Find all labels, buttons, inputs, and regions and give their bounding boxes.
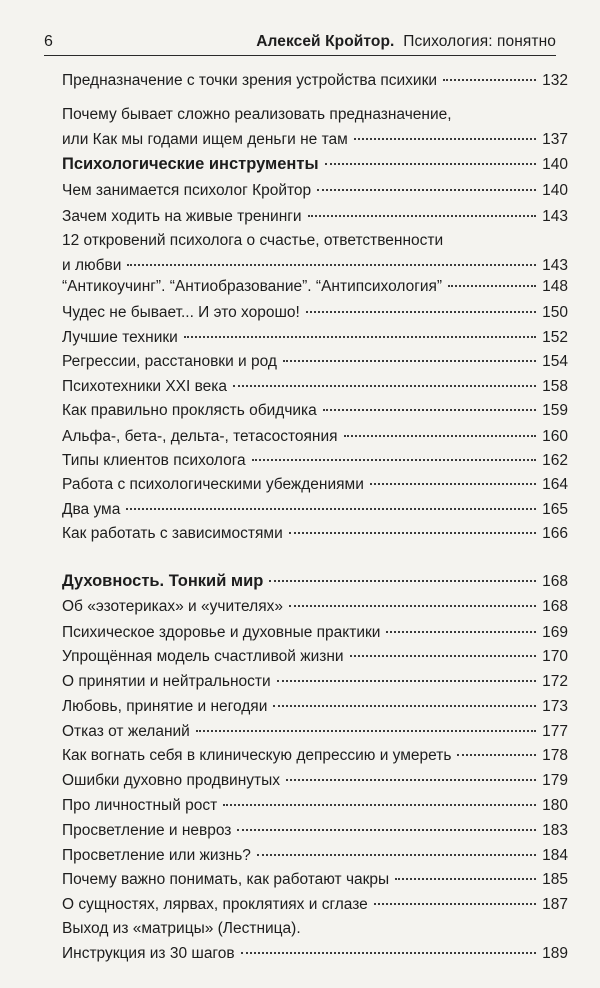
toc-entry-title: Предназначение с точки зрения устройства психики	[62, 72, 438, 89]
running-title	[256, 33, 556, 51]
dot-leader	[386, 631, 536, 633]
toc-entry	[62, 793, 568, 818]
toc-page-number: 132	[542, 72, 568, 89]
toc-entry-title: Про личностный рост	[62, 797, 218, 814]
toc-page-number: 172	[542, 673, 568, 690]
dot-leader	[306, 311, 536, 313]
toc-entry-title: “Антикоучинг”. “Антиобразование”. “Антипсихология”	[62, 278, 443, 295]
dot-leader	[370, 483, 536, 485]
toc-entry	[62, 521, 568, 546]
toc-entry-title-line1: 12 откровений психолога о счастье, ответственности	[62, 232, 444, 249]
toc-page-number: 178	[542, 747, 568, 764]
dot-leader	[350, 655, 536, 657]
toc-entry-title: Альфа-, бета-, дельта-, тетасостояния	[62, 428, 338, 445]
toc-entry	[62, 818, 568, 843]
toc-entry	[62, 644, 568, 669]
toc-entry	[62, 68, 568, 93]
toc-entry-title: Просветление или жизнь?	[62, 847, 251, 864]
toc-entry-title: Два ума	[62, 501, 121, 518]
dot-leader	[233, 385, 536, 387]
dot-leader	[237, 829, 536, 831]
dot-leader	[269, 580, 536, 582]
dot-leader	[374, 903, 536, 905]
toc-page-number: 189	[542, 945, 568, 962]
toc-entry	[62, 669, 568, 694]
dot-leader	[283, 360, 536, 362]
dot-leader	[317, 189, 536, 191]
toc-entry	[62, 398, 568, 423]
toc-entry	[62, 892, 568, 917]
toc-entry-title: Упрощённая модель счастливой жизни	[62, 648, 344, 665]
dot-leader	[252, 459, 536, 461]
toc-entry	[62, 204, 568, 229]
toc-page-number: 158	[542, 378, 568, 395]
toc-entry-title: Психическое здоровье и духовные практики	[62, 624, 381, 641]
toc-entry	[62, 620, 568, 645]
toc-entry-title: О сущностях, лярвах, проклятиях и сглазе	[62, 896, 368, 913]
toc-entry-title-line1: Выход из «матрицы» (Лестница).	[62, 920, 301, 937]
toc-entry	[62, 178, 568, 203]
toc-entry	[62, 916, 568, 966]
toc-page-number: 170	[542, 648, 568, 665]
dot-leader	[289, 605, 536, 607]
toc-entry-title: Любовь, принятие и негодяи	[62, 698, 268, 715]
toc-page-number: 173	[542, 698, 568, 715]
toc-page-number: 185	[542, 871, 568, 888]
toc-page-number: 143	[542, 208, 568, 225]
dot-leader	[223, 804, 536, 806]
toc-entry	[62, 349, 568, 374]
toc-entry	[62, 843, 568, 868]
dot-leader	[308, 215, 536, 217]
toc-page-number: 177	[542, 723, 568, 740]
dot-leader	[448, 285, 536, 287]
toc-entry-title: Лучшие техники	[62, 329, 178, 346]
dot-leader	[354, 138, 536, 140]
toc-page-number: 148	[542, 278, 568, 295]
dot-leader	[323, 409, 536, 411]
toc-page-number: 152	[542, 329, 568, 346]
toc-page-number: 140	[542, 182, 568, 199]
toc-entry	[62, 497, 568, 522]
toc-entry-title: Психотехники XXI века	[62, 378, 228, 395]
running-header	[44, 26, 556, 56]
dot-leader	[344, 435, 536, 437]
toc-entry-title: Просветление и невроз	[62, 822, 232, 839]
toc-entry	[62, 472, 568, 497]
toc-page-number: 164	[542, 476, 568, 493]
toc-page-number: 179	[542, 772, 568, 789]
toc-entry-title: Как работать с зависимостями	[62, 525, 283, 542]
toc-entry-title: Чудес не бывает... И это хорошо!	[62, 304, 300, 321]
toc-page-number: 168	[542, 598, 568, 615]
dot-leader	[443, 79, 536, 81]
toc-entry	[62, 300, 568, 325]
dot-leader	[286, 779, 536, 781]
dot-leader	[457, 754, 536, 756]
dot-leader	[126, 508, 536, 510]
toc-entry-title: Духовность. Тонкий мир	[62, 572, 264, 590]
toc-entry-title: Почему важно понимать, как работают чакры	[62, 871, 390, 888]
dot-leader	[184, 336, 536, 338]
dot-leader	[273, 705, 536, 707]
dot-leader	[257, 854, 536, 856]
toc-entry-title: О принятии и нейтральности	[62, 673, 271, 690]
toc-page-number: 169	[542, 624, 568, 641]
toc-page-number: 143	[542, 257, 568, 274]
toc-entry	[62, 325, 568, 350]
toc-entry-title: или Как мы годами ищем деньги не там	[62, 131, 348, 148]
page-number: 6	[44, 33, 53, 50]
toc-entry-title: Зачем ходить на живые тренинги	[62, 208, 302, 225]
toc-entry	[62, 594, 568, 619]
toc-page-number: 165	[542, 501, 568, 518]
toc-entry	[62, 867, 568, 892]
toc-page-number: 162	[542, 452, 568, 469]
toc-entry-title: Регрессии, расстановки и род	[62, 353, 277, 370]
toc-entry	[62, 694, 568, 719]
toc-entry-title: Отказ от желаний	[62, 723, 190, 740]
toc-page-number: 137	[542, 131, 568, 148]
dot-leader	[395, 878, 536, 880]
toc-entry	[62, 768, 568, 793]
toc-page-number: 180	[542, 797, 568, 814]
dot-leader	[277, 680, 536, 682]
book-title: Психология: понятно	[403, 33, 556, 50]
toc-section-heading	[62, 152, 568, 177]
toc-entry-title: Работа с психологическими убеждениями	[62, 476, 364, 493]
toc-entry-title: Как правильно проклясть обидчика	[62, 402, 317, 419]
toc-entry-title-line1: Почему бывает сложно реализовать предназначение,	[62, 106, 452, 123]
toc-page-number: 140	[542, 156, 568, 173]
toc-page-number: 160	[542, 428, 568, 445]
toc-entry	[62, 374, 568, 399]
toc-page-number: 183	[542, 822, 568, 839]
toc-page-number: 150	[542, 304, 568, 321]
dot-leader	[241, 952, 536, 954]
toc-section-heading	[62, 569, 568, 594]
toc-entry-title: Инструкция из 30 шагов	[62, 945, 235, 962]
author-name: Алексей Кройтор.	[256, 33, 395, 50]
toc-entry	[62, 228, 568, 278]
toc-entry	[62, 743, 568, 768]
dot-leader	[289, 532, 536, 534]
toc-entry	[62, 274, 568, 299]
toc-entry-title: Психологические инструменты	[62, 155, 319, 173]
toc-page-number: 187	[542, 896, 568, 913]
toc-entry-title: Об «эзотериках» и «учителях»	[62, 598, 283, 615]
toc-entry-title: и любви	[62, 257, 122, 274]
toc-entry-title: Типы клиентов психолога	[62, 452, 246, 469]
dot-leader	[127, 264, 536, 266]
toc-page-number: 159	[542, 402, 568, 419]
toc-entry-title: Как вогнать себя в клиническую депрессию и умереть	[62, 747, 452, 764]
dot-leader	[196, 730, 536, 732]
toc-page-number: 184	[542, 847, 568, 864]
dot-leader	[325, 163, 536, 165]
toc-entry	[62, 424, 568, 449]
toc-entry-title: Чем занимается психолог Кройтор	[62, 182, 312, 199]
toc-page-number: 154	[542, 353, 568, 370]
toc-entry	[62, 448, 568, 473]
toc-page-number: 168	[542, 573, 568, 590]
toc-entry	[62, 102, 568, 152]
toc-entry-title: Ошибки духовно продвинутых	[62, 772, 281, 789]
toc-entry	[62, 719, 568, 744]
toc-page-number: 166	[542, 525, 568, 542]
